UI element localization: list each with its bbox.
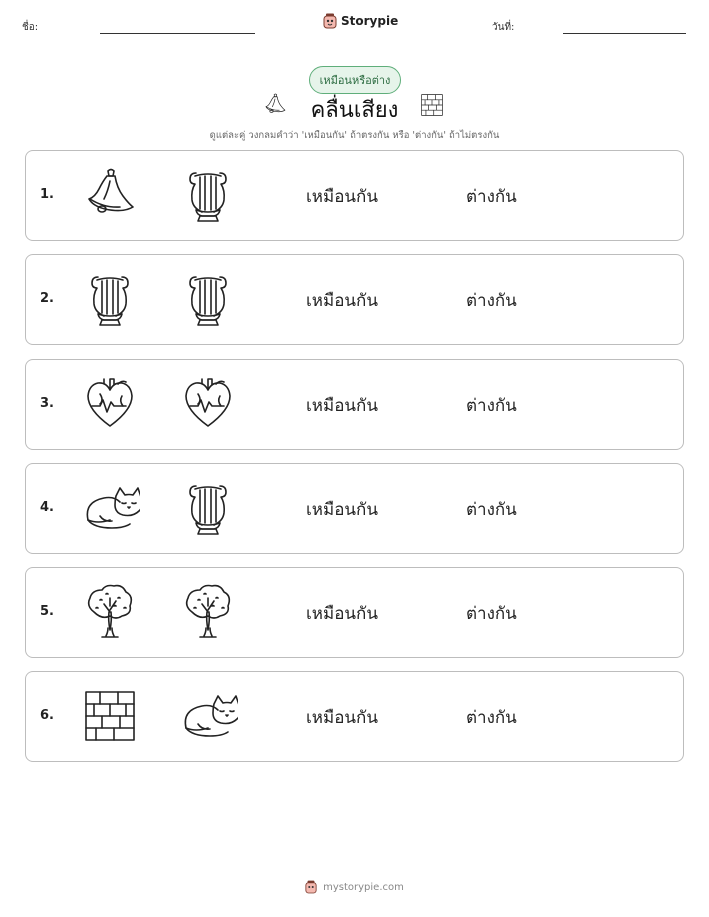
footer-url: mystorypie.com <box>323 881 404 893</box>
instructions: ดูแต่ละคู่ วงกลมคำว่า 'เหมือนกัน' ถ้าตรงกัน หรือ 'ต่างกัน' ถ้าไม่ตรงกัน <box>209 130 500 141</box>
cat-icon <box>178 686 238 746</box>
brick-wall-icon <box>418 92 446 118</box>
question-number: 2. <box>40 291 54 306</box>
question-row <box>25 359 684 450</box>
page-title: คลื่นเสียง <box>310 98 399 123</box>
different-option[interactable]: ต่างกัน <box>466 396 517 416</box>
lyre-icon <box>80 269 140 329</box>
heart-icon <box>80 374 140 434</box>
title-wall-drawing <box>418 92 446 118</box>
bell-icon <box>80 165 140 225</box>
different-option[interactable]: ต่างกัน <box>466 187 517 207</box>
same-option[interactable]: เหมือนกัน <box>306 187 378 207</box>
different-option[interactable]: ต่างกัน <box>466 708 517 728</box>
date-line[interactable] <box>563 33 686 34</box>
brand-name: Storypie <box>341 14 399 28</box>
same-option[interactable]: เหมือนกัน <box>306 291 378 311</box>
lyre-icon <box>178 269 238 329</box>
different-option[interactable]: ต่างกัน <box>466 604 517 624</box>
date-label: วันที่: <box>492 22 515 33</box>
footer <box>0 880 709 894</box>
storypie-logo-icon <box>323 13 337 29</box>
storypie-logo-icon <box>305 880 317 894</box>
lyre-icon <box>178 478 238 538</box>
worksheet-type-badge: เหมือนหรือต่าง <box>309 66 401 94</box>
name-line[interactable] <box>100 33 255 34</box>
question-row <box>25 150 684 241</box>
question-row <box>25 567 684 658</box>
same-option[interactable]: เหมือนกัน <box>306 708 378 728</box>
question-row <box>25 254 684 345</box>
question-row <box>25 671 684 762</box>
lyre-icon <box>178 165 238 225</box>
same-option[interactable]: เหมือนกัน <box>306 604 378 624</box>
heart-icon <box>178 374 238 434</box>
question-row <box>25 463 684 554</box>
different-option[interactable]: ต่างกัน <box>466 500 517 520</box>
cat-icon <box>80 478 140 538</box>
same-option[interactable]: เหมือนกัน <box>306 500 378 520</box>
question-number: 1. <box>40 187 54 202</box>
question-number: 6. <box>40 708 54 723</box>
name-label: ชื่อ: <box>22 22 39 33</box>
question-number: 4. <box>40 500 54 515</box>
brick-wall-icon <box>80 686 140 746</box>
tree-icon <box>80 582 140 642</box>
question-number: 5. <box>40 604 54 619</box>
question-number: 3. <box>40 396 54 411</box>
brand <box>323 13 398 29</box>
same-option[interactable]: เหมือนกัน <box>306 396 378 416</box>
tree-icon <box>178 582 238 642</box>
different-option[interactable]: ต่างกัน <box>466 291 517 311</box>
